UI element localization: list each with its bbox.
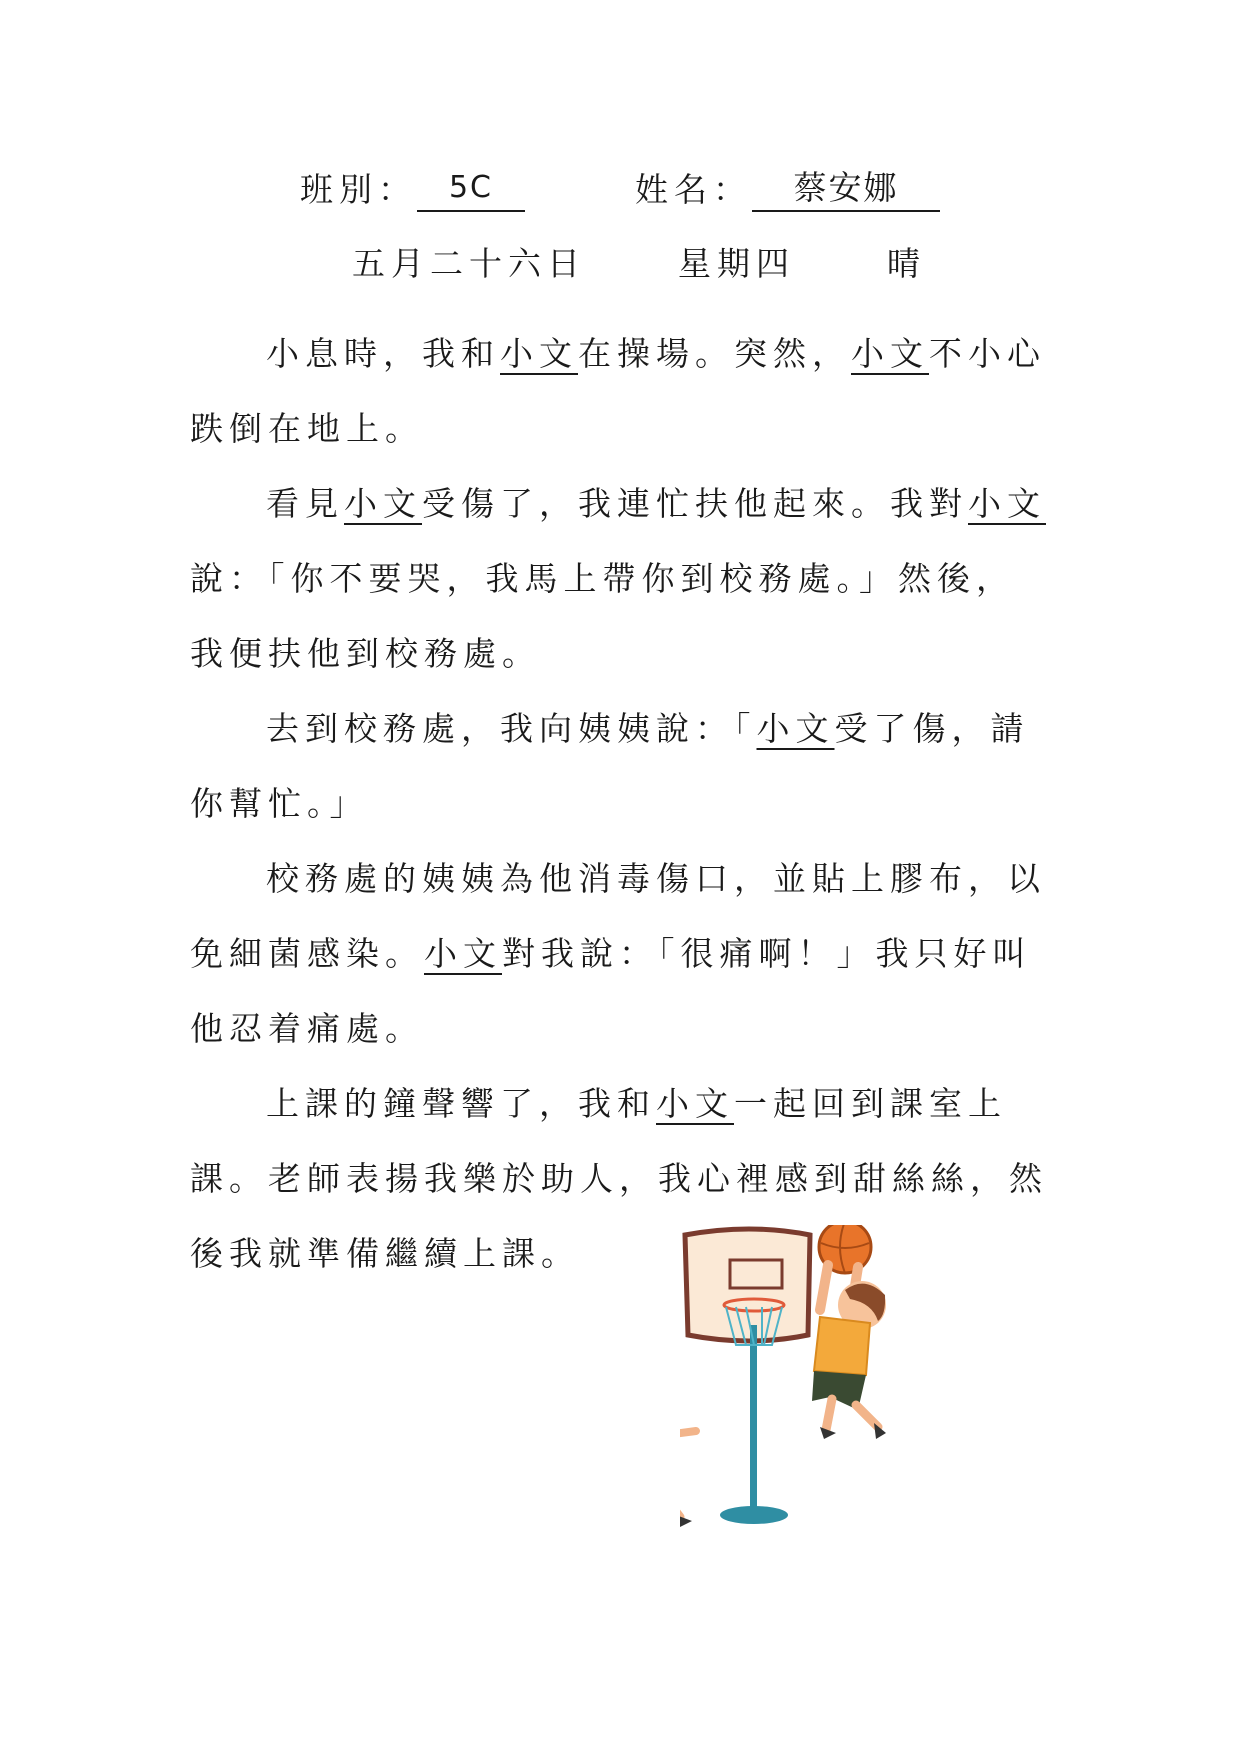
running-boy-body <box>680 1369 696 1527</box>
jumping-boy-figure <box>812 1265 886 1439</box>
text-segment: 看見 <box>266 484 344 523</box>
text-segment: 受了傷，請你幫忙。」 <box>190 709 1030 823</box>
paragraph-1 <box>190 316 1050 466</box>
paragraph-2 <box>190 466 1050 691</box>
essay-body <box>190 316 1050 1291</box>
class-value: 5C <box>417 166 525 212</box>
class-label: 班別： <box>300 170 417 209</box>
proper-noun: 小文 <box>656 1084 734 1123</box>
proper-noun: 小文 <box>500 334 578 373</box>
proper-noun: 小文 <box>344 484 422 523</box>
text-segment: 說：「你不要哭，我馬上帶你到校務處。」然後，我便扶他到校務處。 <box>190 559 1015 673</box>
text-segment: 校務處的姨姨為他消毒傷口，並貼上膠布，以免細菌感染。 <box>190 859 1046 973</box>
name-label: 姓名： <box>635 170 752 209</box>
date-text: 五月二十六日 <box>352 244 586 283</box>
name-field <box>635 166 940 212</box>
proper-noun: 小文 <box>851 334 929 373</box>
weekday-text: 星期四 <box>678 244 795 283</box>
text-segment: 不小心跌倒在地上。 <box>190 334 1046 448</box>
class-field <box>300 166 525 212</box>
text-segment: 小息時，我和 <box>266 334 500 373</box>
text-segment: 受傷了，我連忙扶他起來。我對 <box>422 484 968 523</box>
date-line <box>352 242 926 286</box>
text-segment: 在操場。突然， <box>578 334 851 373</box>
proper-noun: 小文 <box>968 484 1046 523</box>
text-segment: 對我說：「很痛啊！」我只好叫他忍着痛處。 <box>190 934 1032 1048</box>
basketball-hoop <box>685 1229 810 1524</box>
text-segment: 去到校務處，我向姨姨說：「 <box>266 709 757 748</box>
basketball-kids-illustration <box>680 1225 980 1545</box>
weather-text: 晴 <box>887 244 926 283</box>
name-value: 蔡安娜 <box>752 166 940 212</box>
paragraph-4 <box>190 841 1050 1066</box>
paragraph-3 <box>190 691 1050 841</box>
header-row <box>0 166 1240 212</box>
text-segment: 上課的鐘聲響了，我和 <box>266 1084 656 1123</box>
proper-noun: 小文 <box>756 709 835 748</box>
text-segment: 一起回到課室上課。老師表揚我樂於助人，我心裡感到甜絲絲，然後我就準備繼續上課。 <box>190 1084 1048 1273</box>
proper-noun: 小文 <box>424 934 502 973</box>
